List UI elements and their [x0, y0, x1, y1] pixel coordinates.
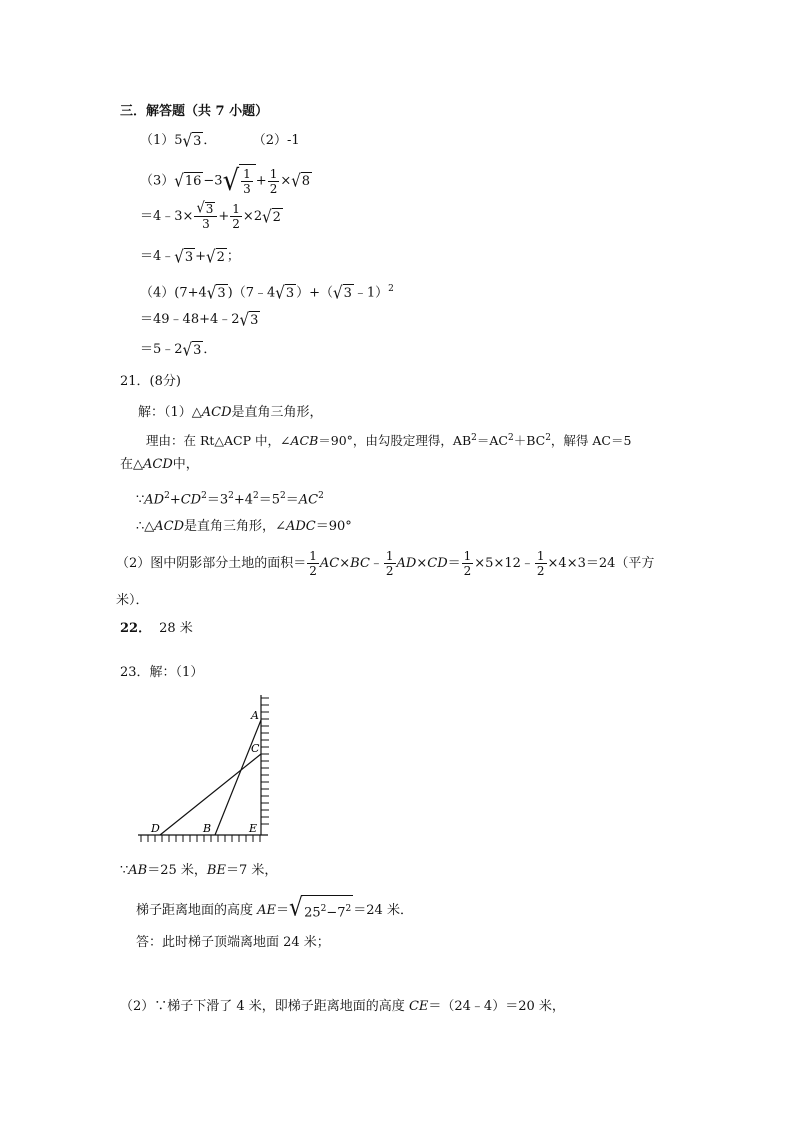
text: ＝49﹣48+4﹣2: [140, 312, 240, 327]
radicand: 16: [184, 174, 202, 189]
radicand: 3: [193, 133, 202, 149]
text: ＝AC: [476, 433, 508, 449]
text: ＝24 米．: [353, 903, 413, 919]
text: ＝7 米，: [225, 863, 278, 878]
fraction: [384, 549, 396, 578]
fraction: [535, 549, 547, 578]
q22-answer: 28 米: [159, 621, 193, 636]
fraction: [462, 549, 474, 578]
denominator: 3: [202, 217, 210, 232]
fraction: [268, 167, 280, 196]
denominator: 2: [463, 564, 472, 578]
text: （2）图中阴影部分土地的面积＝: [116, 556, 307, 571]
radicand: 3: [205, 202, 214, 217]
italic-var: CE: [408, 999, 429, 1014]
italic-var: ACD: [154, 519, 185, 534]
ground-hatching: [141, 835, 260, 842]
denominator: 2: [309, 564, 317, 578]
text: ﹣: [369, 556, 383, 571]
denominator: 3: [243, 182, 251, 196]
exponent: 2: [201, 491, 207, 501]
text: +: [169, 492, 181, 508]
q23-heading: 23．解：（1）: [120, 665, 204, 680]
q20-p3-line2: [140, 200, 283, 234]
minus-three: −3: [203, 173, 223, 189]
wall-hatching: [261, 698, 269, 824]
q21-line2: [146, 428, 631, 451]
text: ∴△: [136, 519, 155, 534]
plus: +: [195, 249, 207, 264]
text: 梯子距离地面的高度: [136, 903, 258, 919]
text: ）+（: [296, 285, 333, 301]
sqrt-symbol: √ 16: [174, 170, 202, 192]
q20-p4-line1: [140, 279, 394, 303]
text: ＝5﹣2: [140, 342, 183, 357]
text: ﹣1）: [353, 285, 389, 301]
q20-part1-2: [140, 131, 300, 151]
italic-var: ∠ACB: [280, 433, 319, 449]
radicand: 3: [217, 285, 226, 301]
q21-line3: [120, 455, 199, 475]
q21-line7: 米）．: [116, 593, 149, 608]
text: ；: [226, 249, 240, 264]
exponent: 2: [320, 904, 327, 914]
text: +4: [233, 492, 254, 508]
label-c: C: [251, 742, 260, 755]
italic-var: AD: [144, 492, 165, 508]
fraction: [307, 549, 319, 578]
q20-p1: （1）5: [140, 133, 183, 148]
text: 在△: [120, 457, 143, 472]
sqrt-symbol: √ 3: [333, 282, 352, 304]
radicand: 3: [285, 285, 295, 301]
fraction: [194, 202, 217, 232]
exponent: 2: [471, 433, 477, 443]
exponent: 2: [253, 491, 259, 501]
exponent: 2: [345, 904, 352, 914]
text: 是直角三角形，: [231, 405, 323, 420]
q23-line3: 答：此时梯子顶端离地面 24 米；: [136, 935, 330, 950]
italic-var: BE: [206, 863, 226, 878]
label-b: B: [203, 822, 212, 835]
q21-line6: [116, 547, 654, 581]
radicand: 2: [216, 249, 225, 265]
radicand: −7: [326, 905, 346, 921]
text: ＝: [447, 556, 461, 571]
italic-var: AC×BC: [319, 556, 370, 571]
q21-heading: 21．(8分): [120, 374, 181, 389]
text: ∵: [136, 492, 145, 508]
q20-p3-label: （3）: [140, 173, 175, 189]
sqrt-symbol: √ 3: [182, 339, 202, 360]
sqrt-symbol: √ $25^2-7^2$: [289, 895, 353, 926]
sqrt-symbol: √ 2: [206, 246, 225, 267]
radicand: 2: [272, 209, 281, 225]
text: ＝5: [258, 492, 281, 508]
italic-var: CD: [180, 492, 202, 508]
radicand: 25: [304, 905, 321, 921]
exponent: 2: [507, 433, 514, 443]
text: ＝3: [206, 492, 229, 508]
q23-line1: [120, 861, 277, 881]
text: 解：（1）△: [138, 405, 202, 420]
text: ＋BC: [513, 433, 546, 449]
radicand: 3: [343, 285, 352, 301]
plus: +: [218, 209, 230, 224]
q20-p4-line3: [140, 340, 216, 360]
sqrt-symbol: √ $\frac{1}{3}$: [223, 164, 256, 198]
text: （4）(7+4: [140, 285, 207, 301]
label-a: A: [251, 709, 259, 722]
text: ．: [203, 342, 217, 357]
text: ＝90°: [315, 519, 352, 534]
ladder-figure: [135, 690, 275, 845]
italic-var: AC: [298, 492, 319, 508]
radicand: 8: [301, 174, 311, 189]
text: ＝: [276, 903, 290, 919]
text: ＝（24﹣4）＝20 米，: [428, 999, 565, 1014]
numerator: 1: [536, 549, 545, 563]
sqrt-symbol: √ 3: [206, 282, 226, 304]
text: ＝4﹣: [140, 249, 175, 264]
radicand: 3: [250, 312, 259, 328]
q20-p4-line2: [140, 310, 260, 330]
text: ×2: [242, 209, 263, 224]
exponent: 2: [545, 433, 551, 443]
italic-var: ∠ADC: [275, 519, 316, 534]
exponent: 2: [228, 491, 234, 501]
italic-var: ACD: [143, 457, 173, 472]
q20-p3-line3: [140, 247, 240, 267]
exponent: 2: [164, 491, 170, 501]
radicand: 3: [193, 342, 202, 358]
ladder-ab: [215, 720, 261, 835]
numerator: 1: [309, 549, 317, 563]
q20-p2: （2）-1: [252, 133, 300, 148]
italic-var: AB: [128, 863, 148, 878]
sqrt-symbol: √ 3: [174, 246, 194, 267]
numerator: 1: [243, 167, 251, 181]
sqrt-symbol: √ 3: [239, 309, 259, 330]
text: 中，: [172, 457, 199, 472]
section-heading: 三．解答题（共 7 小题）: [120, 104, 269, 119]
text: ×5×12﹣: [474, 556, 534, 571]
q20-p1-end: ．: [203, 133, 217, 148]
text: （2）∵梯子下滑了 4 米，即梯子距离地面的高度: [120, 999, 409, 1014]
fraction: [241, 167, 253, 196]
italic-var: ACD: [201, 405, 232, 420]
text: ＝: [285, 492, 299, 508]
denominator: 2: [269, 181, 278, 196]
italic-var: AD×CD: [396, 556, 448, 571]
text: )（7﹣4: [227, 285, 276, 301]
italic-var: AE: [257, 903, 277, 919]
exponent: 2: [280, 491, 286, 501]
sqrt-symbol: √ 2: [262, 206, 281, 227]
text: ∵: [120, 863, 129, 878]
exponent: 2: [318, 491, 324, 501]
text: ＝25 米，: [147, 863, 207, 878]
text: 是直角三角形，: [184, 519, 276, 534]
q23-line2: [136, 895, 413, 926]
q21-line5: [136, 517, 352, 537]
q20-p3-line1: [140, 164, 312, 199]
plus: +: [255, 173, 267, 189]
text: ，解得 AC＝5: [550, 433, 632, 449]
numerator: 1: [269, 166, 278, 181]
text: ×4×3＝24（平方: [547, 556, 655, 571]
numerator: 1: [385, 549, 394, 563]
radicand: 3: [184, 249, 194, 265]
fraction: [230, 202, 242, 231]
denominator: 2: [232, 217, 240, 231]
q21-line1: [138, 403, 323, 423]
sqrt-symbol: √ 3: [275, 282, 295, 304]
sqrt-symbol: √ 3: [196, 200, 214, 218]
numerator: 1: [232, 202, 240, 216]
q23-line4: [120, 997, 565, 1017]
denominator: 2: [536, 564, 545, 578]
sqrt-symbol: √ 8: [291, 170, 311, 192]
text: ＝90°，由勾股定理得，AB: [318, 433, 472, 449]
text: ＝4﹣3×: [140, 209, 194, 224]
text: 理由：在 Rt△ACP 中，: [146, 433, 280, 449]
denominator: 2: [385, 564, 394, 578]
times: ×: [280, 173, 292, 189]
label-e: E: [249, 822, 258, 835]
q22-line: [120, 619, 193, 639]
q21-line4: [136, 486, 324, 510]
sqrt-symbol: √ 3: [182, 130, 202, 151]
exponent: 2: [388, 284, 394, 294]
label-d: D: [151, 822, 160, 835]
q22-number: 22．: [120, 621, 152, 636]
numerator: 1: [463, 549, 472, 563]
